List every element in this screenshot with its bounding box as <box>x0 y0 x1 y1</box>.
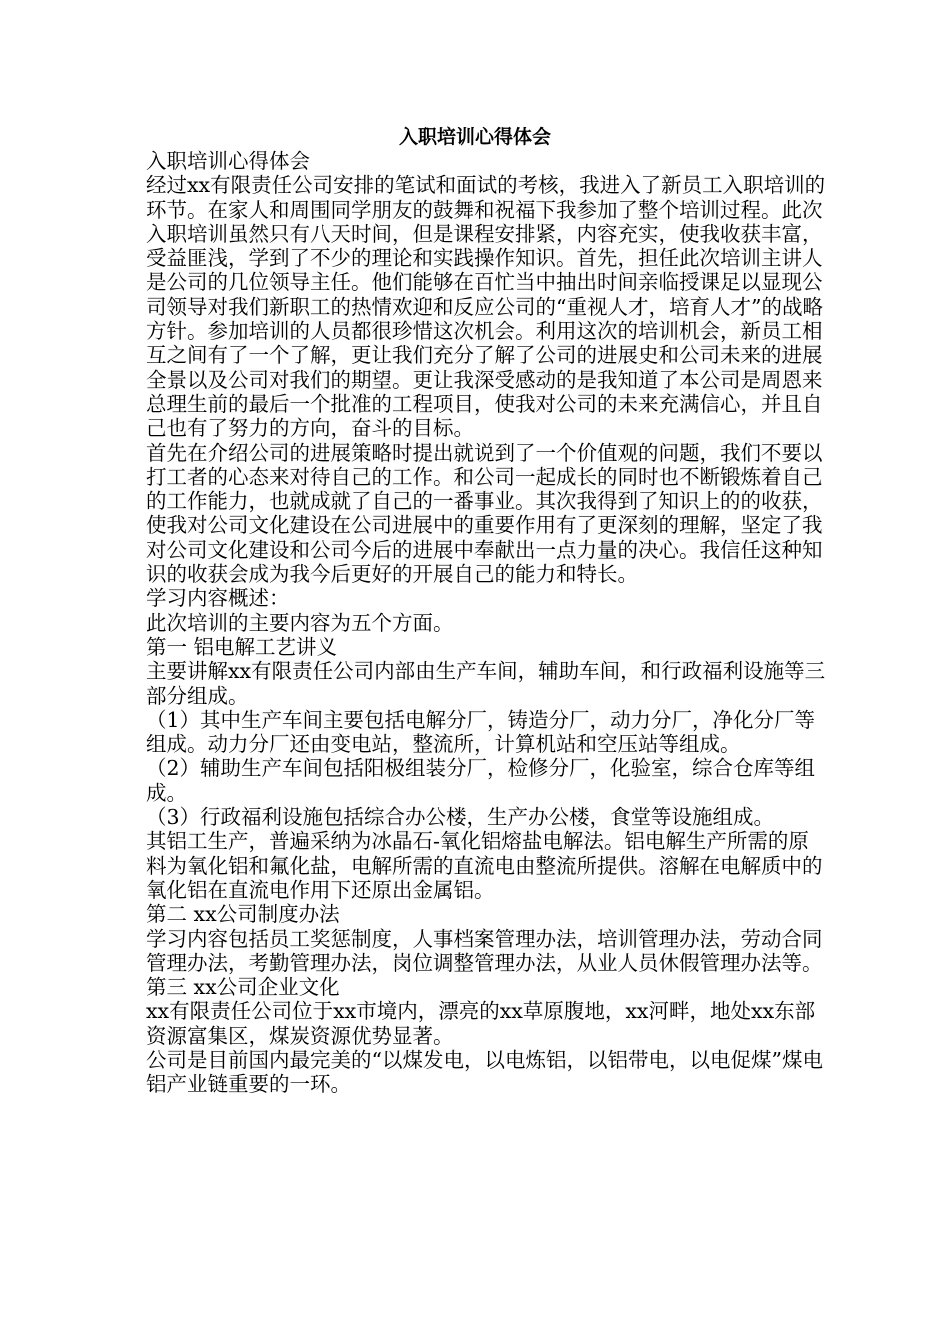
list-item-1: （1）其中生产车间主要包括电解分厂，铸造分厂，动力分厂，净化分厂等组成。动力分厂还由变电站，整流所，计算机站和空压站等组成。 <box>146 707 816 757</box>
overview-paragraph: 此次培训的主要内容为五个方面。 <box>146 610 454 635</box>
first-section-paragraph: 主要讲解xx有限责任公司内部由生产车间，辅助车间，和行政福利设施等三部分组成。 <box>146 659 826 708</box>
section-heading-overview: 学习内容概述： <box>146 586 290 611</box>
location-paragraph: xx有限责任公司位于xx市境内，漂亮的xx草原腹地，xx河畔，地处xx东部资源富集区，煤炭资源优势显著。 <box>146 999 816 1048</box>
document-body <box>146 149 826 1097</box>
document-title: 入职培训心得体会 <box>398 126 551 148</box>
intro-paragraph: 经过xx有限责任公司安排的笔试和面试的考核，我进入了新员工入职培训的环节。在家人和周围同学朋友的鼓舞和祝福下我参加了整个培训过程。此次入职培训虽然只有八天时间，但是课程安排紧，内容充实，使我收获丰富，受益匪浅，学到了不少的理论和实践操作知识。首先，担任此次培训主讲人是公司的几位领导主任。他们能够在百忙当中抽出时间亲临授课足以显现公司领导对我们新职工的热情欢迎和反应公司的“重视人才，培育人才”的战略方针。参加培训的人员都很珍惜这次机会。利用这次的培训机会，新员工相互之间有了一个了解，更让我们充分了解了公司的进展史和公司未来的进展全景以及公司对我们的期望。更让我深受感动的是我知道了本公司是周恩来总理生前的最后一个批准的工程项目，使我对公司的未来充满信心，并且自己也有了努力的方向，奋斗的目标。 <box>146 173 826 441</box>
second-section-paragraph: 学习内容包括员工奖惩制度，人事档案管理办法，培训管理办法，劳动合同管理办法，考勤管理办法，岗位调整管理办法，从业人员休假管理办法等。 <box>146 926 823 975</box>
electrolysis-paragraph: 其铝工生产，普遍采纳为冰晶石-氧化铝熔盐电解法。铝电解生产所需的原料为氧化铝和氟化盐，电解所需的直流电由整流所提供。溶解在电解质中的氧化铝在直流电作用下还原出金属铝。 <box>146 829 823 902</box>
section-heading-first: 第一 铝电解工艺讲义 <box>146 634 338 659</box>
values-paragraph: 首先在介绍公司的进展策略时提出就说到了一个价值观的问题，我们不要以打工者的心态来对待自己的工作。和公司一起成长的同时也不断锻炼着自己的工作能力，也就成就了自己的一番事业。其次我得到了知识上的的收获，使我对公司文化建设在公司进展中的重要作用有了更深刻的理解，坚定了我对公司文化建设和公司今后的进展中奉献出一点力量的决心。我信任这种知识的收获会成为我今后更好的开展自己的能力和特长。 <box>146 440 823 587</box>
subtitle-paragraph: 入职培训心得体会 <box>146 149 310 173</box>
industry-chain-paragraph: 公司是目前国内最完美的“以煤发电，以电炼铝，以铝带电，以电促煤”煤电铝产业链重要的一环。 <box>146 1047 823 1097</box>
section-heading-second: 第二 xx公司制度办法 <box>146 902 340 927</box>
section-heading-third: 第三 xx公司企业文化 <box>146 975 340 1000</box>
list-item-3: （3）行政福利设施包括综合办公楼，生产办公楼，食堂等设施组成。 <box>146 805 775 830</box>
list-item-2: （2）辅助生产车间包括阳极组装分厂，检修分厂，化验室，综合仓库等组成。 <box>146 756 816 805</box>
